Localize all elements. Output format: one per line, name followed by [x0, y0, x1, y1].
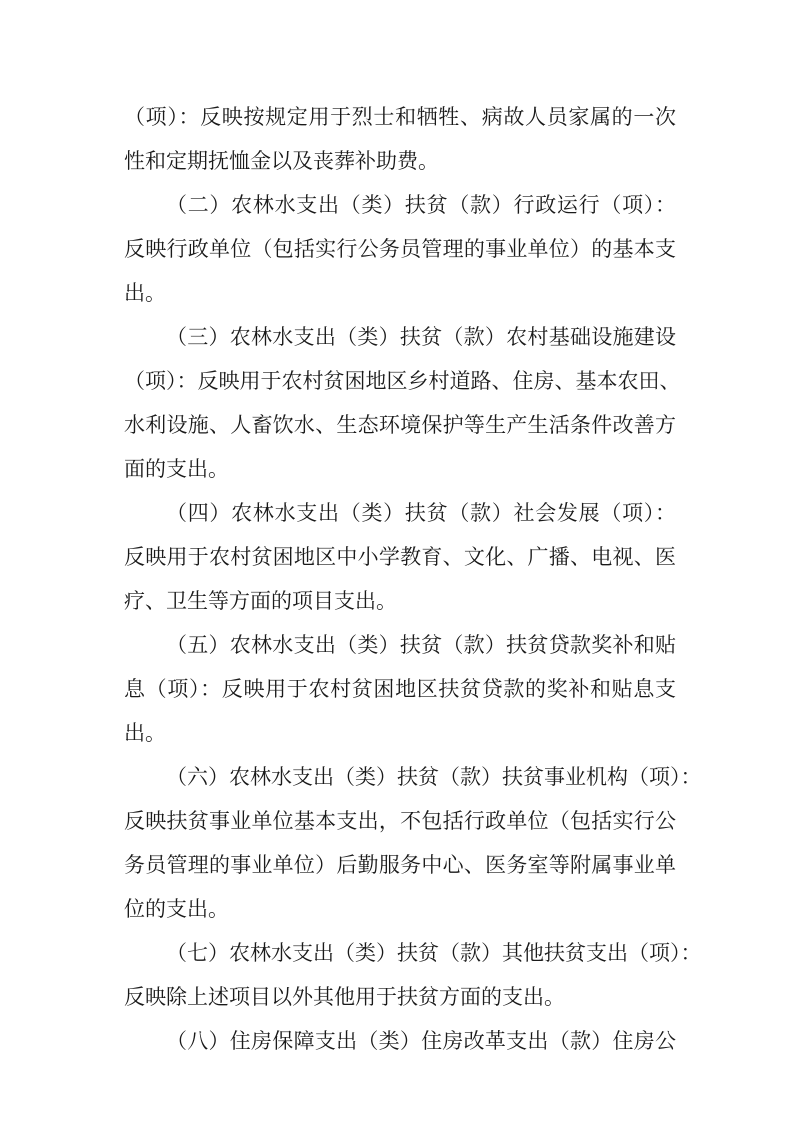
text-line-6: （三）农林水支出（类）扶贫（款）农村基础设施建设	[166, 325, 676, 349]
text-line-7: （项）：反映用于农村贫困地区乡村道路、住房、基本农田、	[124, 369, 681, 393]
text-line-8: 水利设施、人畜饮水、生态环境保护等生产生活条件改善方	[124, 413, 676, 437]
text-line-10: （四）农林水支出（类）扶贫（款）社会发展（项）：	[166, 501, 676, 525]
text-line-20: （七）农林水支出（类）扶贫（款）其他扶贫支出（项）：	[166, 941, 702, 965]
text-line-16: （六）农林水支出（类）扶贫（款）扶贫事业机构（项）：	[166, 765, 702, 789]
text-line-3: （二）农林水支出（类）扶贫（款）行政运行（项）：	[166, 193, 676, 217]
text-line-5: 出。	[124, 281, 166, 305]
text-line-4: 反映行政单位（包括实行公务员管理的事业单位）的基本支	[124, 237, 676, 261]
text-line-22: （八）住房保障支出（类）住房改革支出（款）住房公	[166, 1029, 676, 1053]
text-line-11: 反映用于农村贫困地区中小学教育、文化、广播、电视、医	[124, 545, 676, 569]
text-line-21: 反映除上述项目以外其他用于扶贫方面的支出。	[124, 985, 565, 1009]
text-line-12: 疗、卫生等方面的项目支出。	[124, 589, 397, 613]
text-line-15: 出。	[124, 721, 166, 745]
text-line-9: 面的支出。	[124, 457, 229, 481]
text-line-14: 息（项）：反映用于农村贫困地区扶贫贷款的奖补和贴息支	[124, 677, 676, 701]
text-line-17: 反映扶贫事业单位基本支出，不包括行政单位（包括实行公	[124, 809, 676, 833]
text-line-18: 务员管理的事业单位）后勤服务中心、医务室等附属事业单	[124, 853, 676, 877]
text-line-1: （项）：反映按规定用于烈士和牺牲、病故人员家属的一次	[124, 105, 676, 129]
text-line-19: 位的支出。	[124, 897, 229, 921]
text-line-2: 性和定期抚恤金以及丧葬补助费。	[124, 149, 439, 173]
text-line-13: （五）农林水支出（类）扶贫（款）扶贫贷款奖补和贴	[166, 633, 676, 657]
